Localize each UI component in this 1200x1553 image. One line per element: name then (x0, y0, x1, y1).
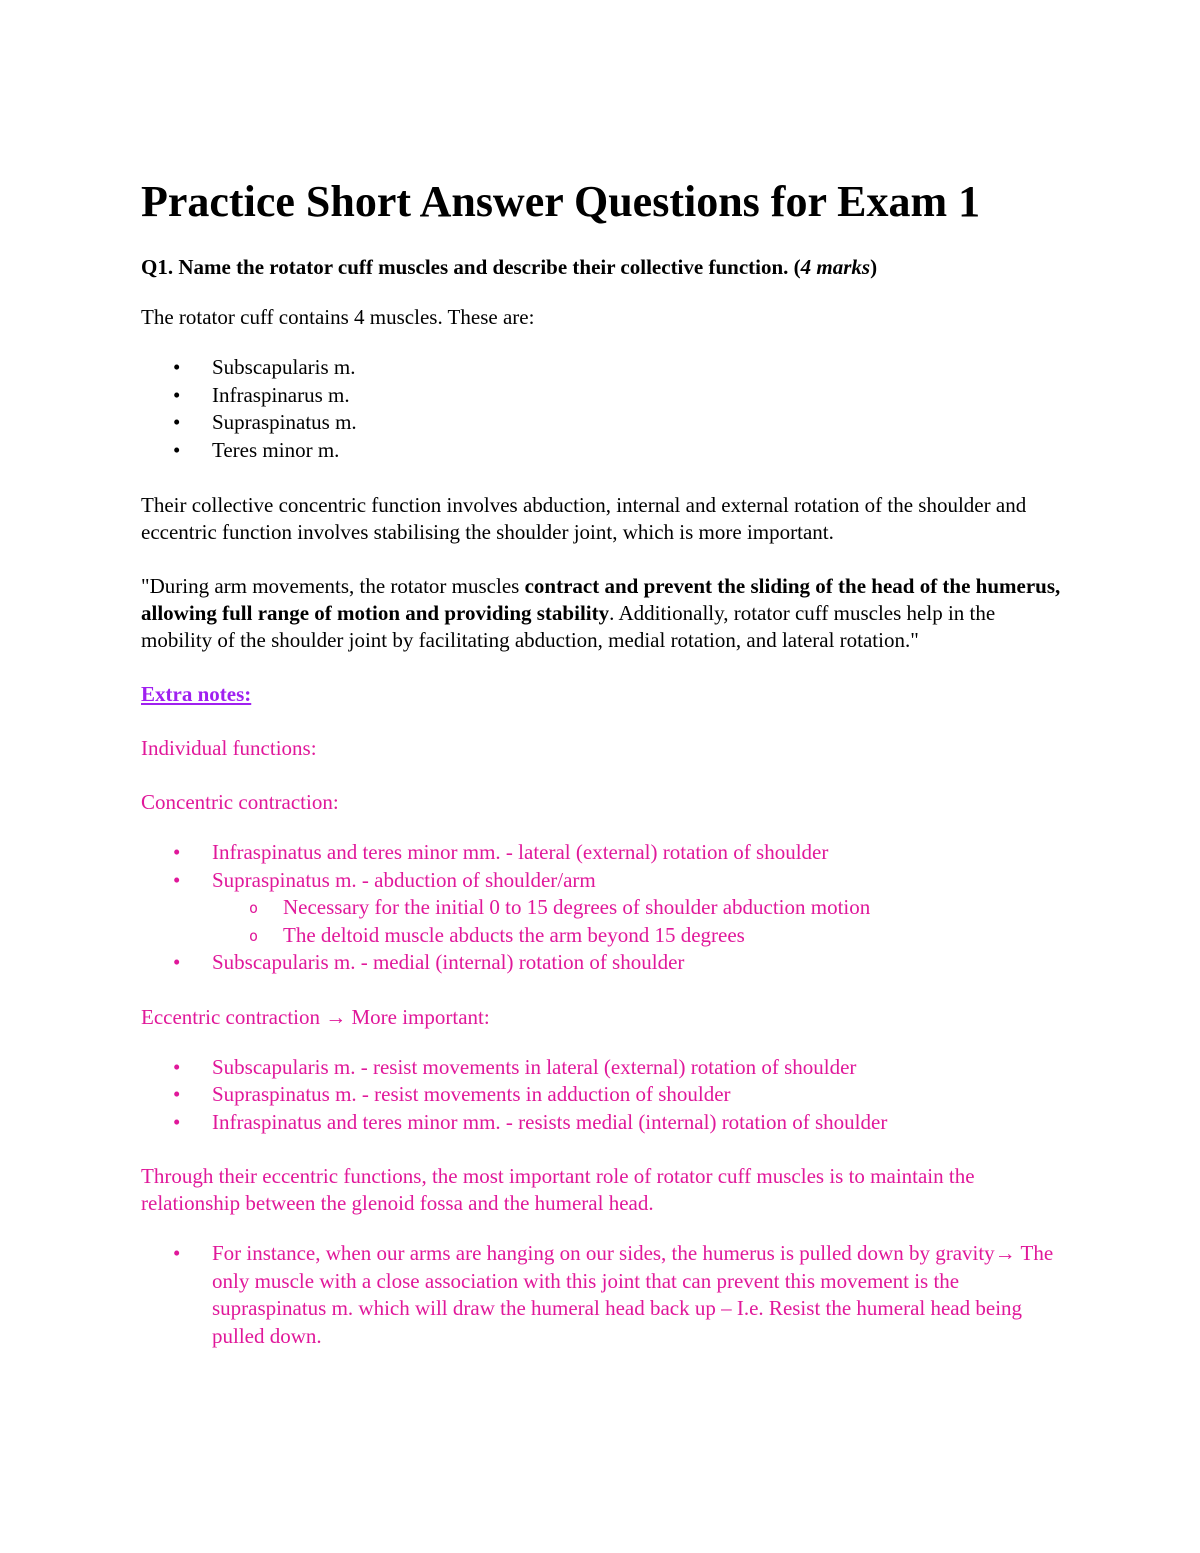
question-marks: 4 marks (800, 255, 871, 279)
question-text: Q1. Name the rotator cuff muscles and describe their collective function. ( (141, 255, 801, 279)
muscle-list (141, 354, 1071, 464)
document-body (141, 172, 1071, 1350)
through-paragraph: Through their eccentric functions, the most important role of rotator cuff muscles is to maintain the relationship between the glenoid fossa and the humeral head. (141, 1164, 975, 1215)
sub-list-item: o The deltoid muscle abducts the arm beyond 15 degrees (212, 922, 1071, 950)
supraspinatus-sublist (212, 894, 1071, 949)
extra-notes-link[interactable]: Extra notes: (141, 682, 252, 706)
quote-end: . Additionally, rotator cuff muscles help in the mobility of the shoulder joint by facilitating abduction, medial rotation, and lateral rotation." (141, 601, 996, 652)
sub-list-item: o Necessary for the initial 0 to 15 degrees of shoulder abduction motion (212, 894, 1071, 922)
page-title: Practice Short Answer Questions for Exam 1 (141, 177, 981, 226)
list-item: • Supraspinatus m. (141, 409, 1071, 437)
quote-paragraph (141, 573, 1071, 654)
concentric-heading: Concentric contraction: (141, 790, 339, 814)
list-item: • Teres minor m. (141, 437, 1071, 465)
intro-paragraph: The rotator cuff contains 4 muscles. These are: (141, 305, 535, 329)
eccentric-heading: Eccentric contraction → More important: (141, 1004, 490, 1029)
individual-functions-heading: Individual functions: (141, 736, 317, 760)
extra-notes-heading[interactable] (141, 681, 1071, 708)
question-close: ) (870, 255, 878, 279)
list-item: • Infraspinatus and teres minor mm. - lateral (external) rotation of shoulder (141, 839, 1071, 867)
list-item (141, 867, 1071, 950)
collective-paragraph: Their collective concentric function involves abduction, internal and external rotation of the shoulder and eccentric function involves stabilising the shoulder joint, which is more important. (141, 493, 1027, 544)
quote-start: "During arm movements, the rotator muscles (141, 574, 525, 598)
list-item: • Supraspinatus m. - resist movements in adduction of shoulder (141, 1081, 1071, 1109)
question-1 (141, 254, 1071, 281)
list-item-text: Supraspinatus m. - abduction of shoulder/arm (212, 867, 596, 892)
list-item: • Infraspinatus and teres minor mm. - resists medial (internal) rotation of shoulder (141, 1109, 1071, 1137)
list-item: • Infraspinarus m. (141, 382, 1071, 410)
concentric-list (141, 839, 1071, 977)
instance-list (141, 1240, 1071, 1350)
list-item: • Subscapularis m. - medial (internal) rotation of shoulder (141, 949, 1071, 977)
quote-bold: contract and prevent the sliding of the head of the humerus, allowing full range of motion and providing stability (141, 574, 1061, 625)
eccentric-list (141, 1054, 1071, 1137)
list-item: • Subscapularis m. - resist movements in lateral (external) rotation of shoulder (141, 1054, 1071, 1082)
list-item: • Subscapularis m. (141, 354, 1071, 382)
list-item: • For instance, when our arms are hanging on our sides, the humerus is pulled down by gravity→ The only muscle with a close association with this joint that can prevent this movement is the supraspinatus m. which will draw the humeral head back up – I.e. Resist the humeral head being pulled down. (141, 1240, 1071, 1350)
